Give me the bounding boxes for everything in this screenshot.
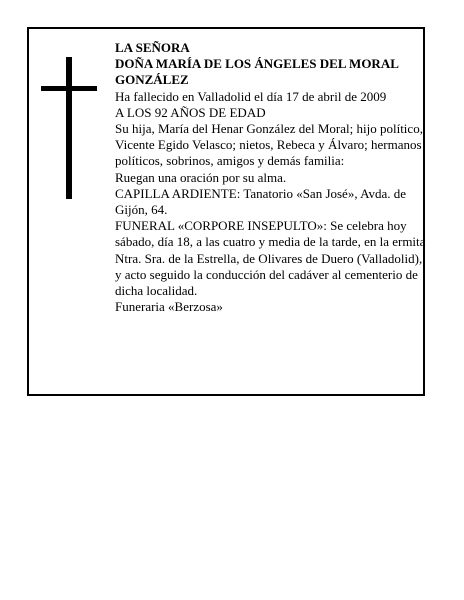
deceased-name: DOÑA MARÍA DE LOS ÁNGELES DEL MORAL GONZÁLEZ: [115, 56, 399, 88]
chapel-line: CAPILLA ARDIENTE: Tanatorio «San José», Avda. de Gijón, 64.: [115, 185, 407, 218]
obituary-notice: [27, 27, 425, 396]
notice-text: [115, 40, 427, 315]
death-line: Ha fallecido en Valladolid el día 17 de abril de 2009: [115, 88, 387, 104]
funeral-home: Funeraria «Berzosa»: [115, 299, 223, 315]
funeral-line: FUNERAL «CORPORE INSEPULTO»: Se celebra hoy sábado, día 18, a las cuatro y media de la tarde, en la ermita Ntra. Sra. de la Estrella, de Olivares de Duero (Valladolid), y acto seguido la conducción del cadáver al cementerio de dicha localidad.: [115, 218, 426, 299]
family-line: Su hija, María del Henar González del Moral; hijo político, Vicente Egido Velasco; nietos, Rebeca y Álvaro; hermanos políticos, sobrinos, amigos y demás familia:: [115, 121, 423, 169]
cross-horizontal-bar: [41, 86, 97, 91]
cross-vertical-bar: [66, 57, 72, 199]
notice-title: LA SEÑORA: [115, 40, 190, 55]
prayer-line: Ruegan una oración por su alma.: [115, 169, 287, 185]
age-line: A LOS 92 AÑOS DE EDAD: [115, 104, 266, 120]
latin-cross-icon: [41, 57, 97, 199]
